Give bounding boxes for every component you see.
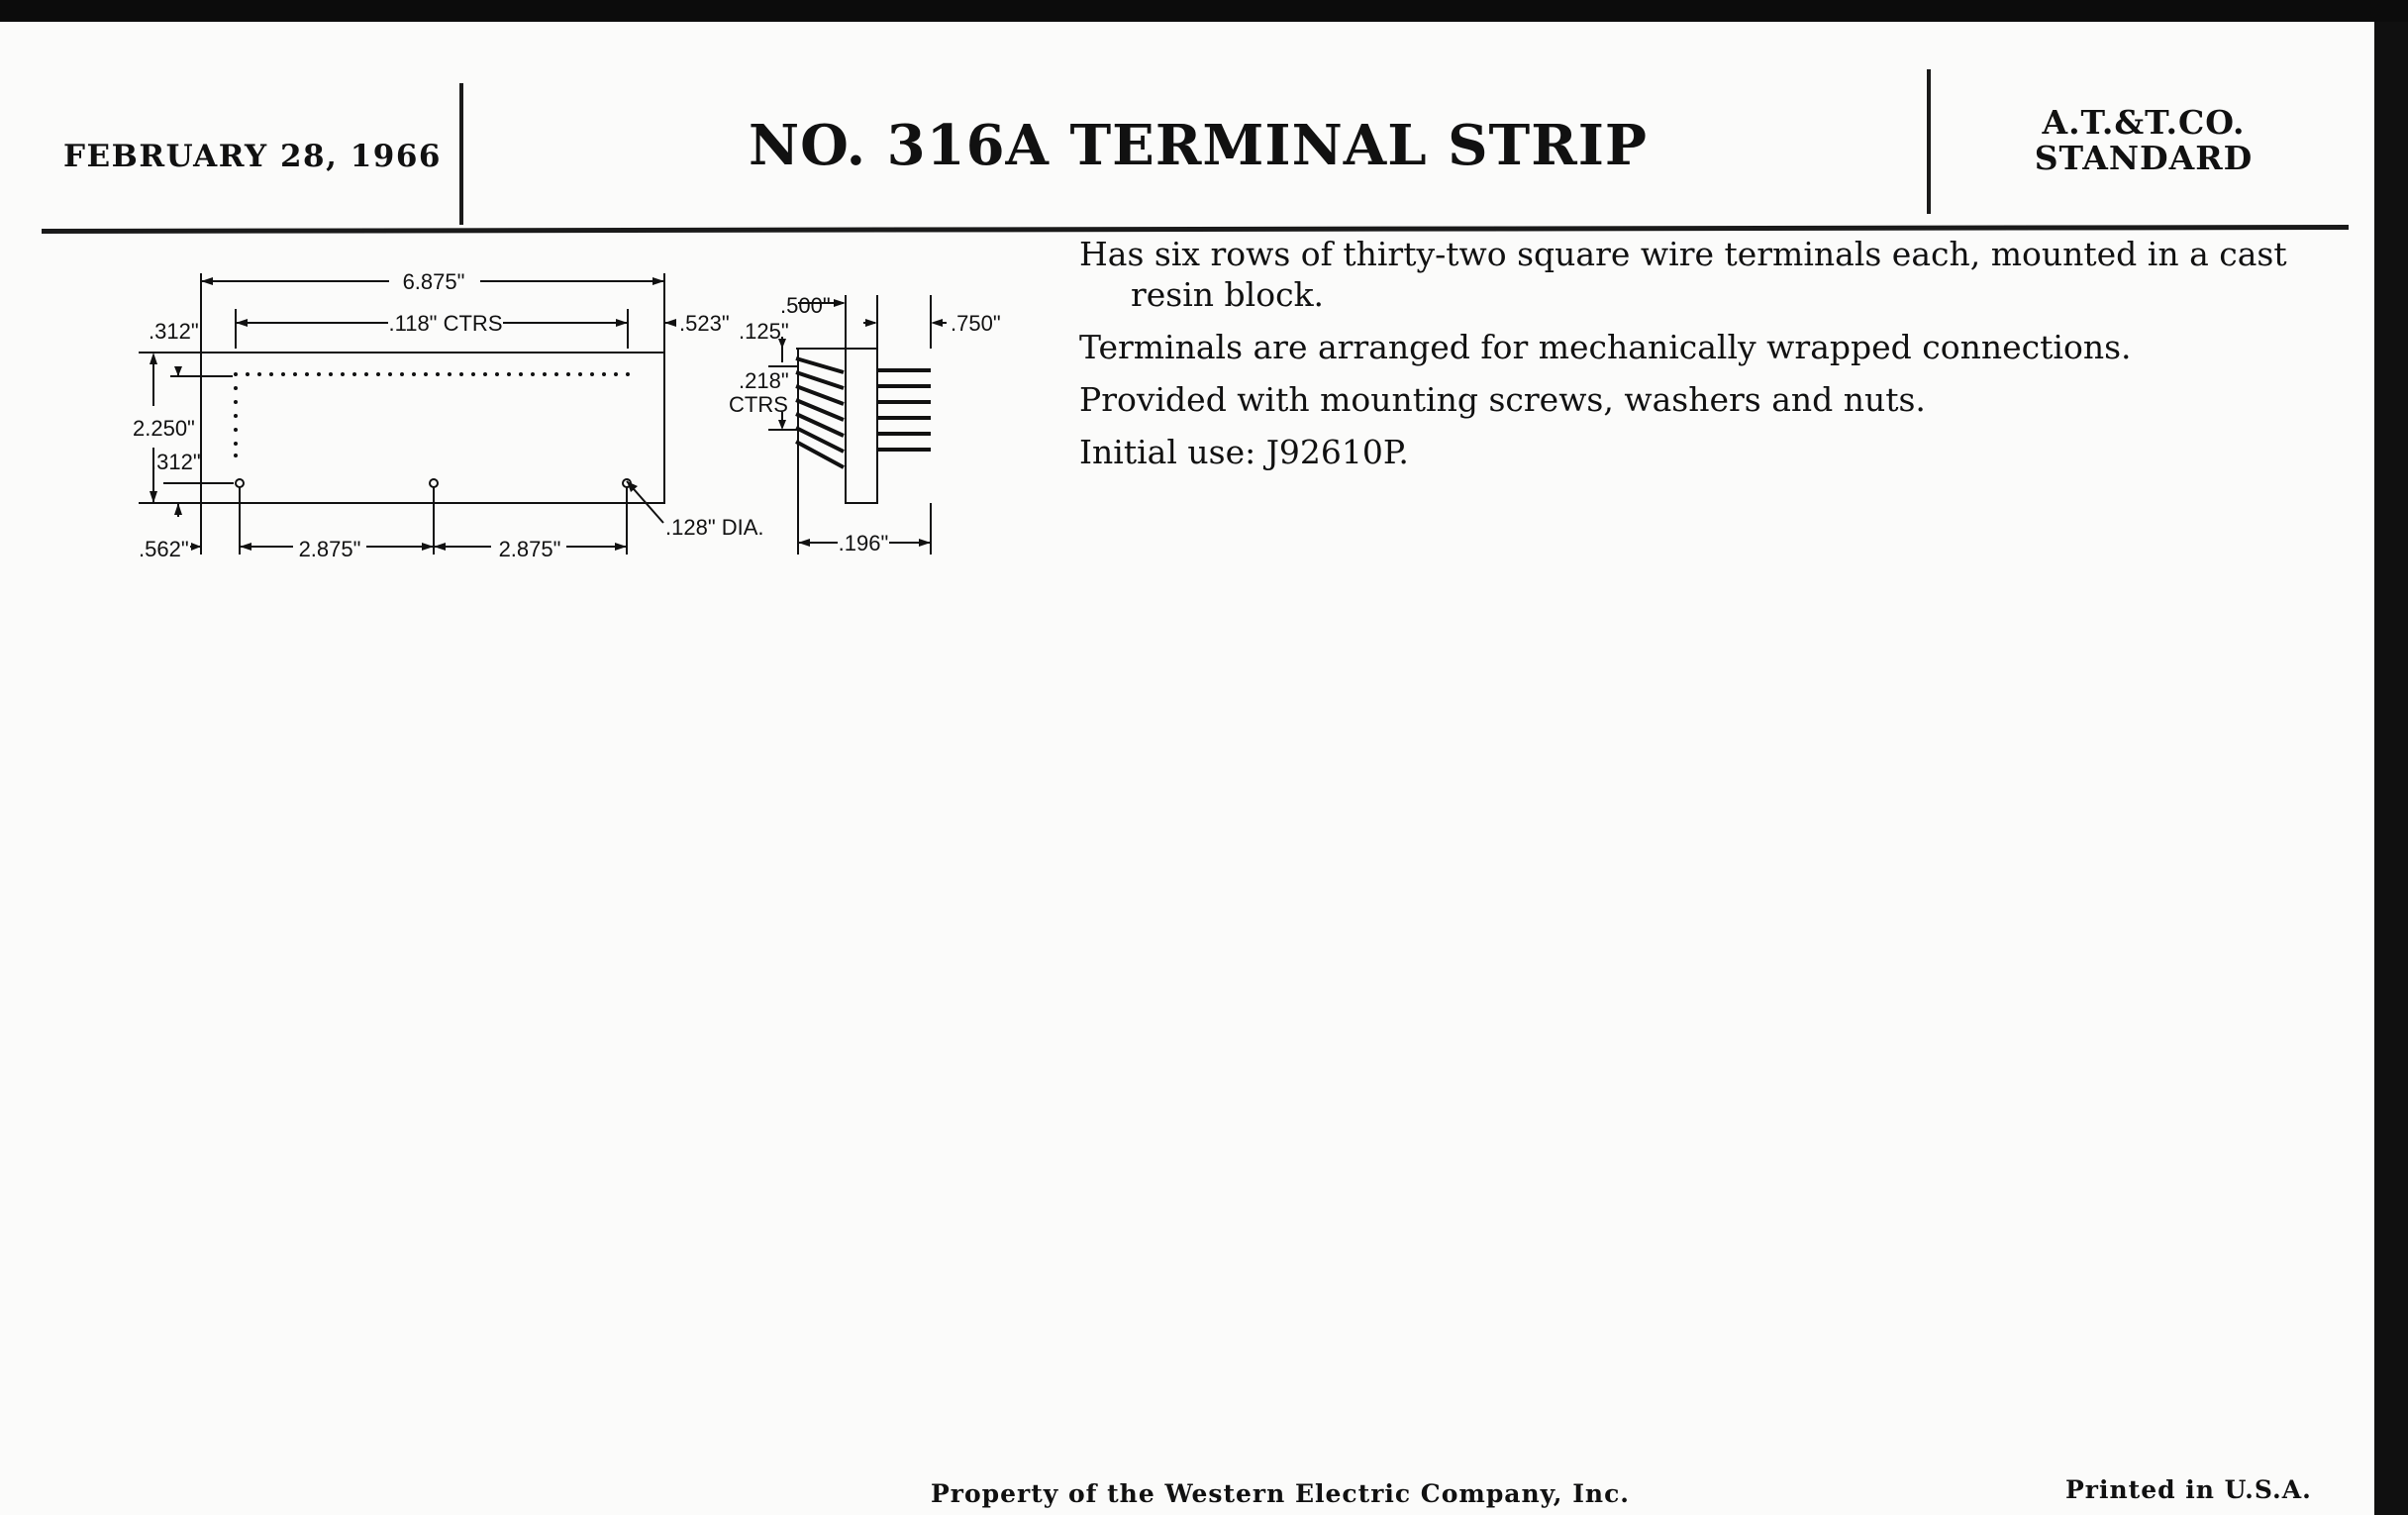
dim-height: 2.250"	[133, 416, 195, 441]
dimension-drawing	[129, 265, 1020, 574]
standard-label	[1970, 105, 2317, 176]
header-date: FEBRUARY 28, 1966	[63, 139, 442, 174]
mounting-hole	[430, 479, 438, 487]
dim-side-depth: .196"	[838, 531, 889, 556]
scan-edge	[2374, 22, 2408, 1515]
dim-side-right: .750"	[951, 311, 1001, 336]
dim-side-ctrs: CTRS	[729, 392, 788, 417]
description	[1079, 234, 2287, 484]
dim-hole-offset-h: .562"	[139, 537, 189, 561]
dim-terminal-centers: .118" CTRS	[388, 311, 503, 336]
standard-line-1: A.T.&T.CO.	[2042, 103, 2246, 142]
description-paragraph: Provided with mounting screws, washers and nuts.	[1079, 380, 1926, 419]
mounting-hole	[236, 479, 244, 487]
description-paragraph: Terminals are arranged for mechanically wrapped connections.	[1079, 328, 2132, 366]
dim-side-offset: .500"	[780, 293, 831, 318]
page-title: NO. 316A TERMINAL STRIP	[748, 113, 1649, 178]
header-divider-right	[1927, 69, 1931, 214]
dim-side-row-centers: .218"	[739, 368, 789, 393]
dim-right-offset: .523"	[679, 311, 730, 336]
dim-hole-diameter: .128" DIA.	[665, 515, 764, 540]
dim-hole-spacing-2: 2.875"	[498, 537, 561, 561]
dim-hole-offset-v: .312"	[150, 450, 201, 474]
header-divider-left	[459, 83, 463, 225]
dim-hole-spacing-1: 2.875"	[298, 537, 361, 561]
description-paragraph: Has six rows of thirty-two square wire terminals each, mounted in a cast resin block.	[1079, 235, 2287, 314]
strip-side-view	[846, 349, 877, 503]
description-paragraph: Initial use: J92610P.	[1079, 433, 1409, 471]
standard-line-2: STANDARD	[2034, 139, 2254, 177]
dim-top-offset: .312"	[149, 319, 199, 344]
dim-side-first-row: .125"	[739, 319, 789, 344]
dim-overall-length: 6.875"	[402, 269, 465, 294]
footer-property: Property of the Western Electric Company, Inc.	[931, 1479, 1631, 1508]
footer-printed: Printed in U.S.A.	[2065, 1475, 2312, 1504]
